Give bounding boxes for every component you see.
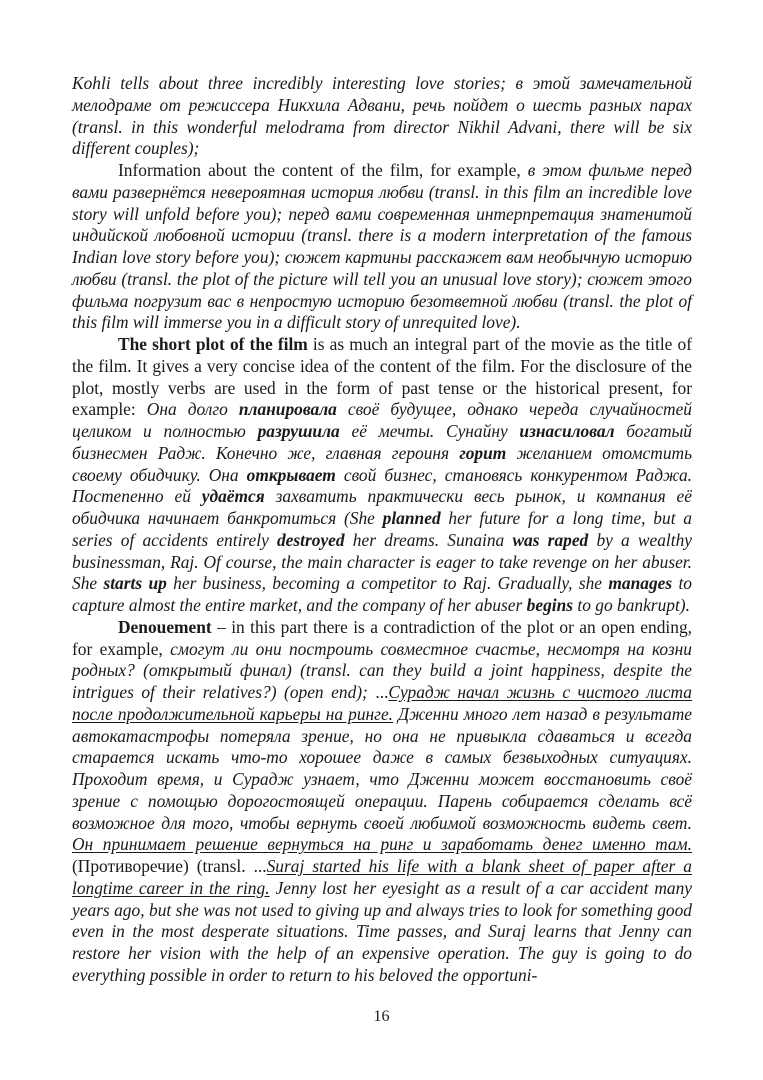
page-number: 16 [373, 1008, 390, 1025]
example-text: в этом фильме перед вами развернётся невероятная история любви (transl. in this film an incredible love story will unfold before you); перед вами современная интерпретация знаmенитой индийской любовной истории (transl. there is a modern interpretation of the famous Indian love story before you); сюжет картины расскажет вам необычную историю любви (transl. the plot of the picture will tell you an unusual love story); сюжет этого фильма погрузит вас в непростую историю безответной любви (transl. the plot of this film will immerse you in a difficult story of unrequited love). [72, 160, 692, 333]
plot-example [72, 399, 692, 615]
example-text: Kohli tells about three incredibly interesting love stories; в этой замечательной мелодраме от режиссера Никхила Адвани, речь пойдет о шесть разных парах (transl. in this wonderful melodrama from director Nikhil Advani, there will be six different couples); [72, 73, 692, 159]
highlighted-verb: удаётся [201, 486, 265, 507]
underlined-example: Он принимает решение вернуться на ринг и заработать денег именно там. [72, 834, 692, 855]
paragraph-content-info [72, 160, 692, 334]
highlighted-verb: starts up [103, 573, 167, 594]
example-segment: to capture almost the entire market, and the company of her abuser [72, 573, 692, 615]
example-text: смогут ли они построить совместное счастье, несмотря на козни родных? (открытый финал) (transl. can they build a joint happiness, despite the intrigues of their relatives?) (open end); [72, 638, 692, 702]
paragraph-denouement [72, 617, 692, 987]
ellipsis: ... [375, 682, 389, 702]
example-segment: свой бизнес, становясь конкурентом Раджа. Постепенно ей [72, 464, 692, 507]
example-segment: богатый бизнесмен Радж. Конечно же, главная героиня [72, 421, 692, 463]
document-page [72, 73, 692, 987]
highlighted-verb: was raped [512, 529, 589, 550]
ellipsis: ... [253, 856, 267, 876]
paragraph-continuation [72, 73, 692, 160]
underlined-example: Suraj started his life with a blank sheet of paper after a longtime career in the ring. [72, 856, 692, 898]
example-segment: захватить практически весь рынок, и компания её обидчика начинает банкротиться (She [72, 486, 692, 528]
highlighted-verb: разрушила [257, 421, 340, 441]
example-segment: Она долго [146, 399, 239, 420]
paragraph-lead: – in this part there is a contradiction of the plot or an open ending, for example, [72, 616, 692, 659]
highlighted-verb: manages [608, 573, 673, 594]
underlined-example: Сурадж начал жизнь с чистого листа после продолжительной карьеры на ринге. [72, 682, 692, 724]
highlighted-verb: планировала [238, 399, 337, 420]
paragraph-lead: is as much an integral part of the movie as the title of the film. It gives a very concise idea of the content of the film. For the disclosure of the plot, mostly verbs are used in the form of past tense or the historical present, for example: [72, 334, 692, 420]
highlighted-verb: открывает [246, 464, 336, 485]
term-heading: The short plot of the film [118, 334, 308, 354]
example-segment: желанием отомстить своему обидчику. Она [72, 442, 692, 485]
highlighted-verb: begins [526, 595, 574, 615]
term-heading: Denouement [118, 616, 212, 637]
contradiction-label: (Противоречие) (transl. [72, 856, 254, 876]
example-segment: by a wealthy businessman, Raj. Of course, the main character is eager to take revenge on her abuser. She [72, 529, 693, 594]
example-text: Дженни много лет назад в результате автокатастрофы потеряла зрение, но она не привыкла сдаваться и всегда старается искать что-то хорошее даже в самых безвыходных ситуациях. Проходит время, и Сурадж узнает, что Дженни может восстановить своё зрение с помощью дорогостоящей операции. Парень собирается сделать всё возможное для того, чтобы вернуть своей любимой возможность видеть свет. [72, 703, 692, 833]
example-segment: своё будущее, однако череда случайностей целиком и полностью [72, 399, 693, 441]
example-segment: её мечты. Сунайну [339, 421, 520, 441]
example-text: Jenny lost her eyesight as a result of a car accident many years ago, but she was not used to giving up and always tries to look for something good even in the most desperate situations. Time passes, and Suraj learns that Jenny can restore her vision with the help of an expensive operation. The guy is going to do everything possible in order to return to his beloved the opportuni- [72, 877, 692, 985]
highlighted-verb: planned [382, 508, 441, 528]
example-segment: to go bankrupt). [573, 595, 690, 615]
example-segment: her business, becoming a competitor to Raj. Gradually, she [166, 573, 609, 594]
highlighted-verb: горит [459, 442, 507, 463]
example-segment: her future for a long time, but a series of accidents entirely [72, 508, 692, 550]
paragraph-short-plot [72, 334, 692, 617]
highlighted-verb: изнасиловал [519, 421, 615, 441]
example-segment: her dreams. Sunaina [344, 529, 513, 550]
highlighted-verb: destroyed [276, 529, 345, 550]
paragraph-lead: Information about the content of the film, for example, [118, 160, 528, 180]
